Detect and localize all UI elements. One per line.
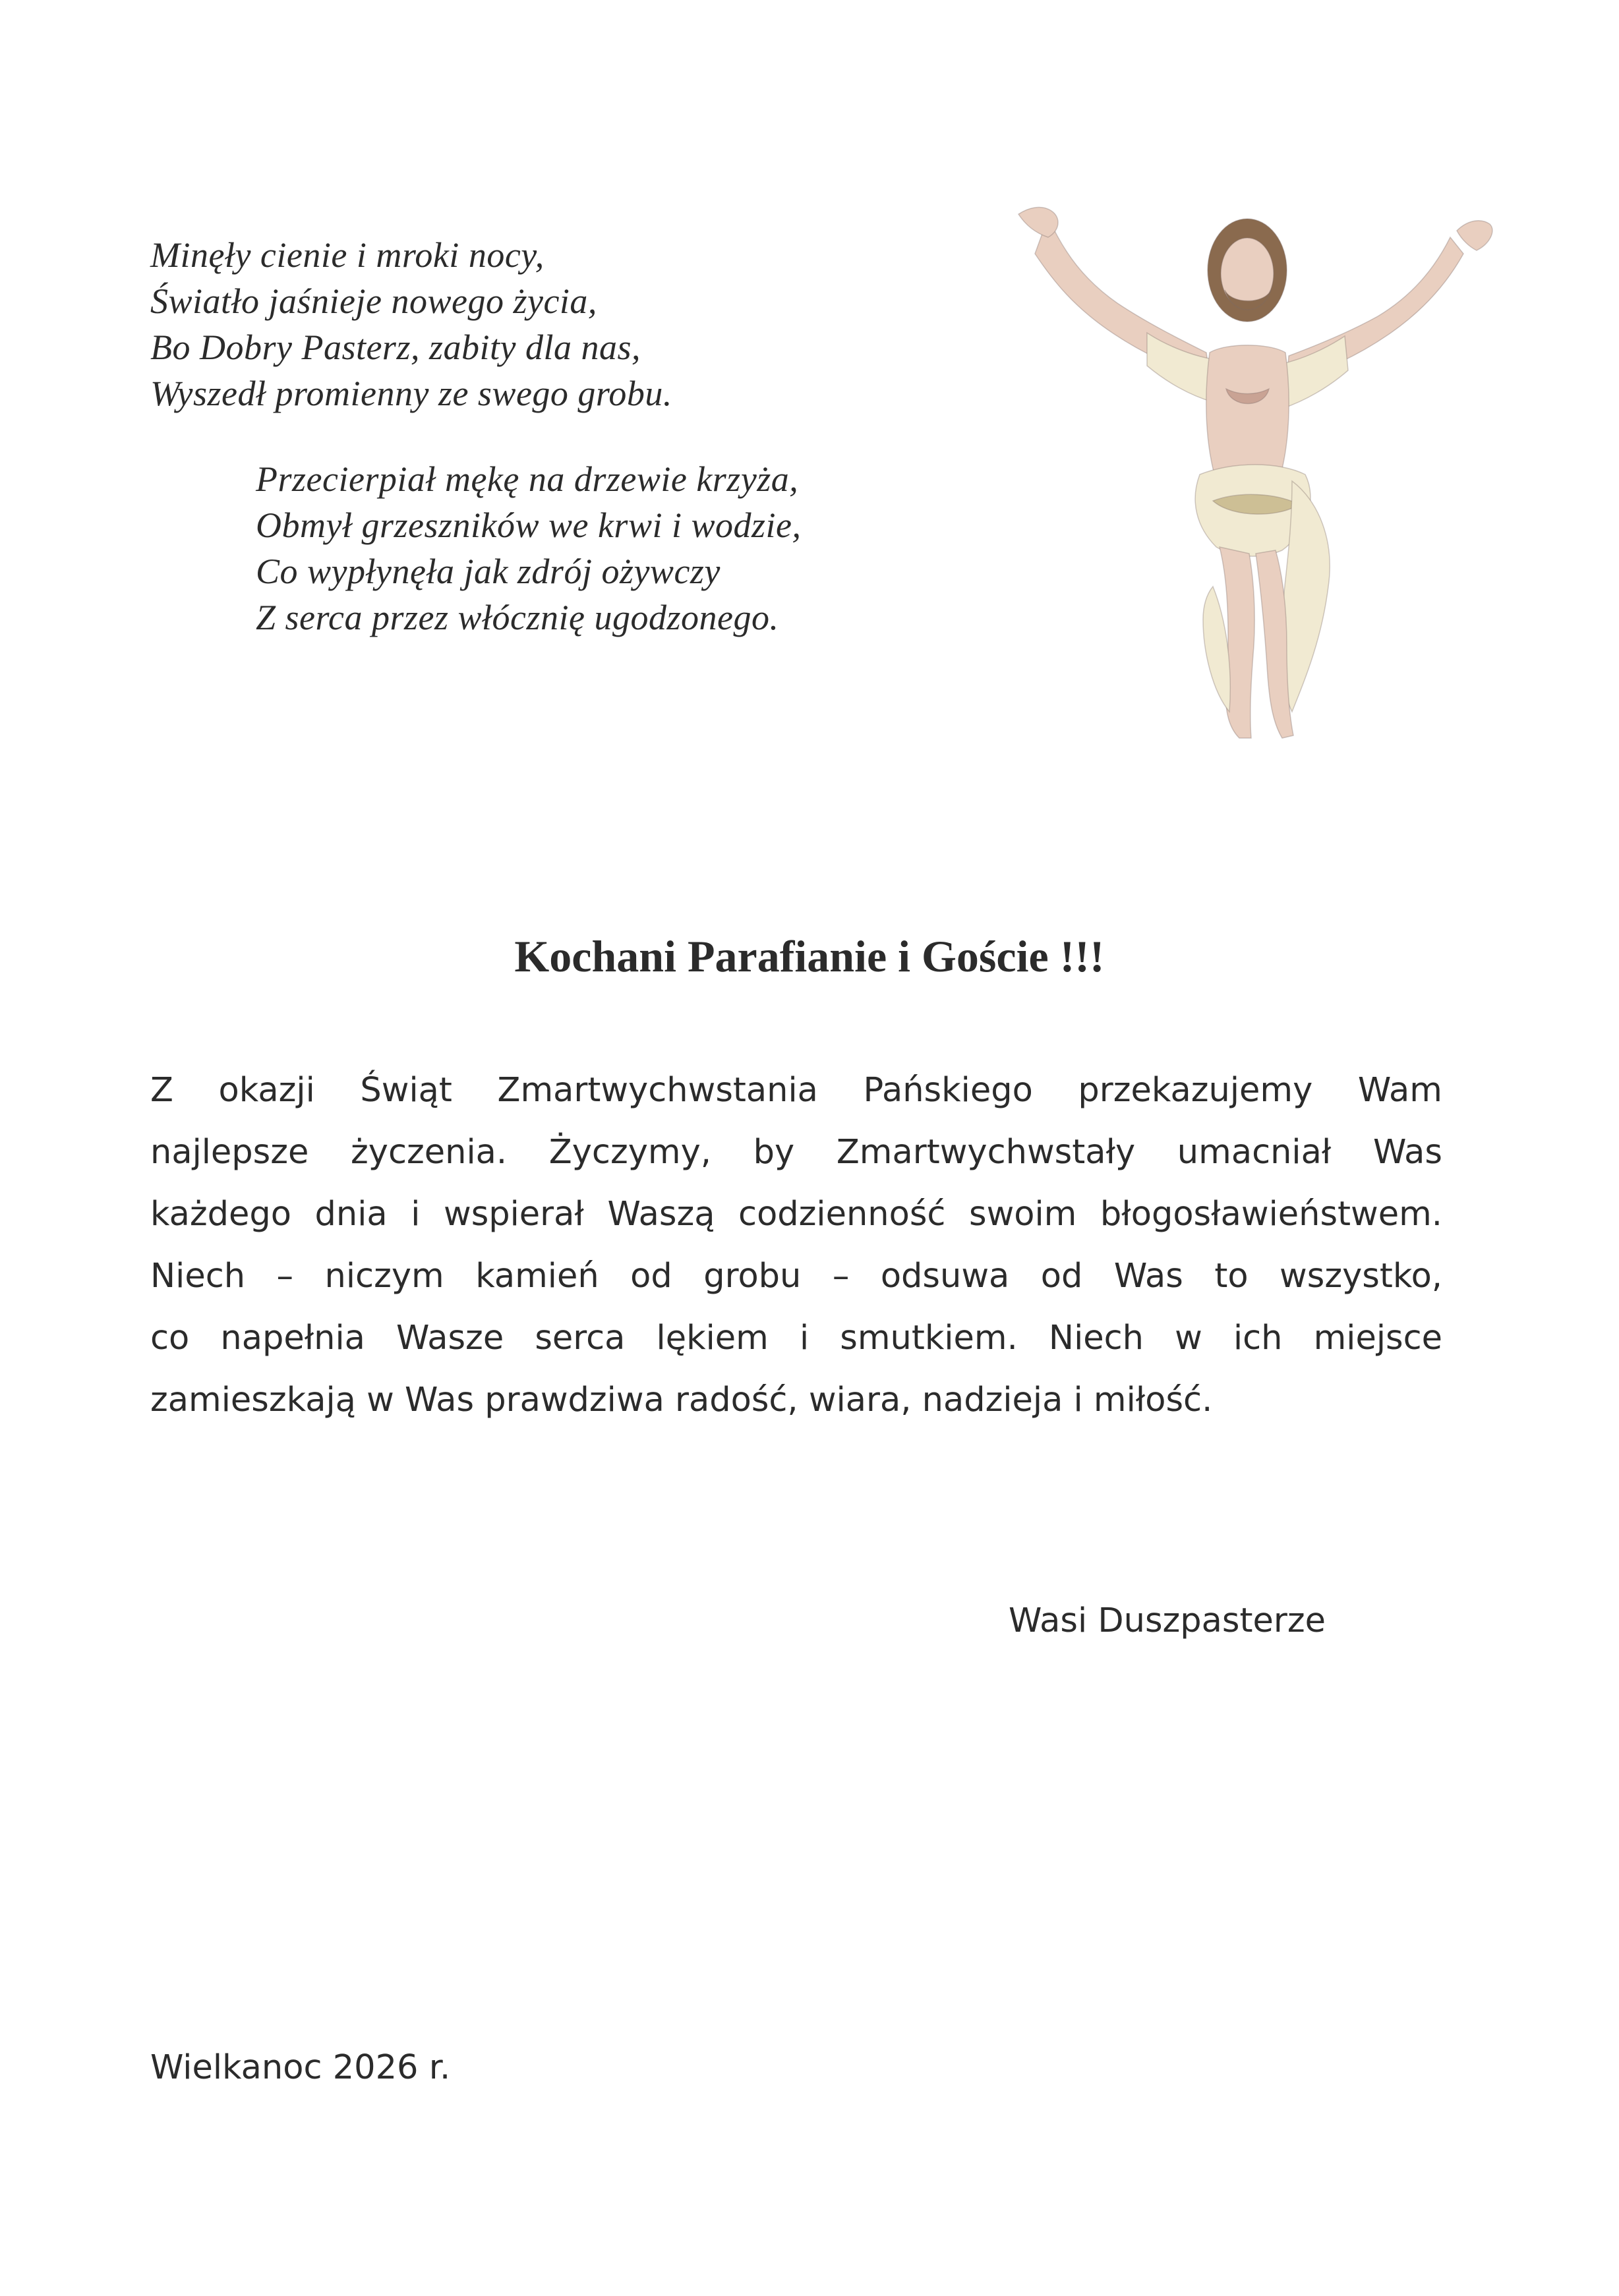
letter-heading: Kochani Parafianie i Goście !!! <box>514 931 1105 981</box>
poem-line: Obmył grzeszników we krwi i wodzie, <box>256 505 802 545</box>
poem-line: Bo Dobry Pasterz, zabity dla nas, <box>150 328 641 367</box>
poem-line: Przecierpiał mękę na drzewie krzyża, <box>256 459 799 499</box>
risen-christ-illustration <box>949 191 1529 751</box>
letter-body-line: zamieszkają w Was prawdziwa radość, wiara, nadzieja i miłość. <box>150 1381 1213 1420</box>
letter-body-line: co napełnia Wasze serca lękiem i smutkiem. Niech w ich miejsce <box>150 1319 1442 1358</box>
poem-line: Światło jaśnieje nowego życia, <box>150 281 597 321</box>
poem-stanza-1 <box>150 232 810 416</box>
poem-line: Minęły cienie i mroki nocy, <box>150 235 545 275</box>
letter-signature: Wasi Duszpasterze <box>1009 1601 1326 1640</box>
poem-line: Wyszedł promienny ze swego grobu. <box>150 374 672 413</box>
robe-lower <box>1203 587 1230 712</box>
poem-line: Z serca przez włócznię ugodzonego. <box>256 598 779 637</box>
letter-body-line: Z okazji Świąt Zmartwychwstania Pańskiego przekazujemy Wam <box>150 1071 1442 1110</box>
letter-body-line: najlepsze życzenia. Życzymy, by Zmartwychwstały umacniał Was <box>150 1133 1442 1172</box>
letter-body-line: każdego dnia i wspierał Waszą codzienność swoim błogosławieństwem. <box>150 1195 1442 1234</box>
letter-body-line: Niech – niczym kamień od grobu – odsuwa od Was to wszystko, <box>150 1257 1442 1296</box>
torso <box>1206 345 1289 481</box>
letter-dateline: Wielkanoc 2026 r. <box>150 2048 451 2087</box>
letter-body <box>150 1060 1442 1431</box>
poem-line: Co wypłynęła jak zdrój ożywczy <box>256 552 721 591</box>
right-hand <box>1457 221 1492 250</box>
poem-stanza-2 <box>256 456 915 641</box>
left-hand <box>1018 208 1058 237</box>
